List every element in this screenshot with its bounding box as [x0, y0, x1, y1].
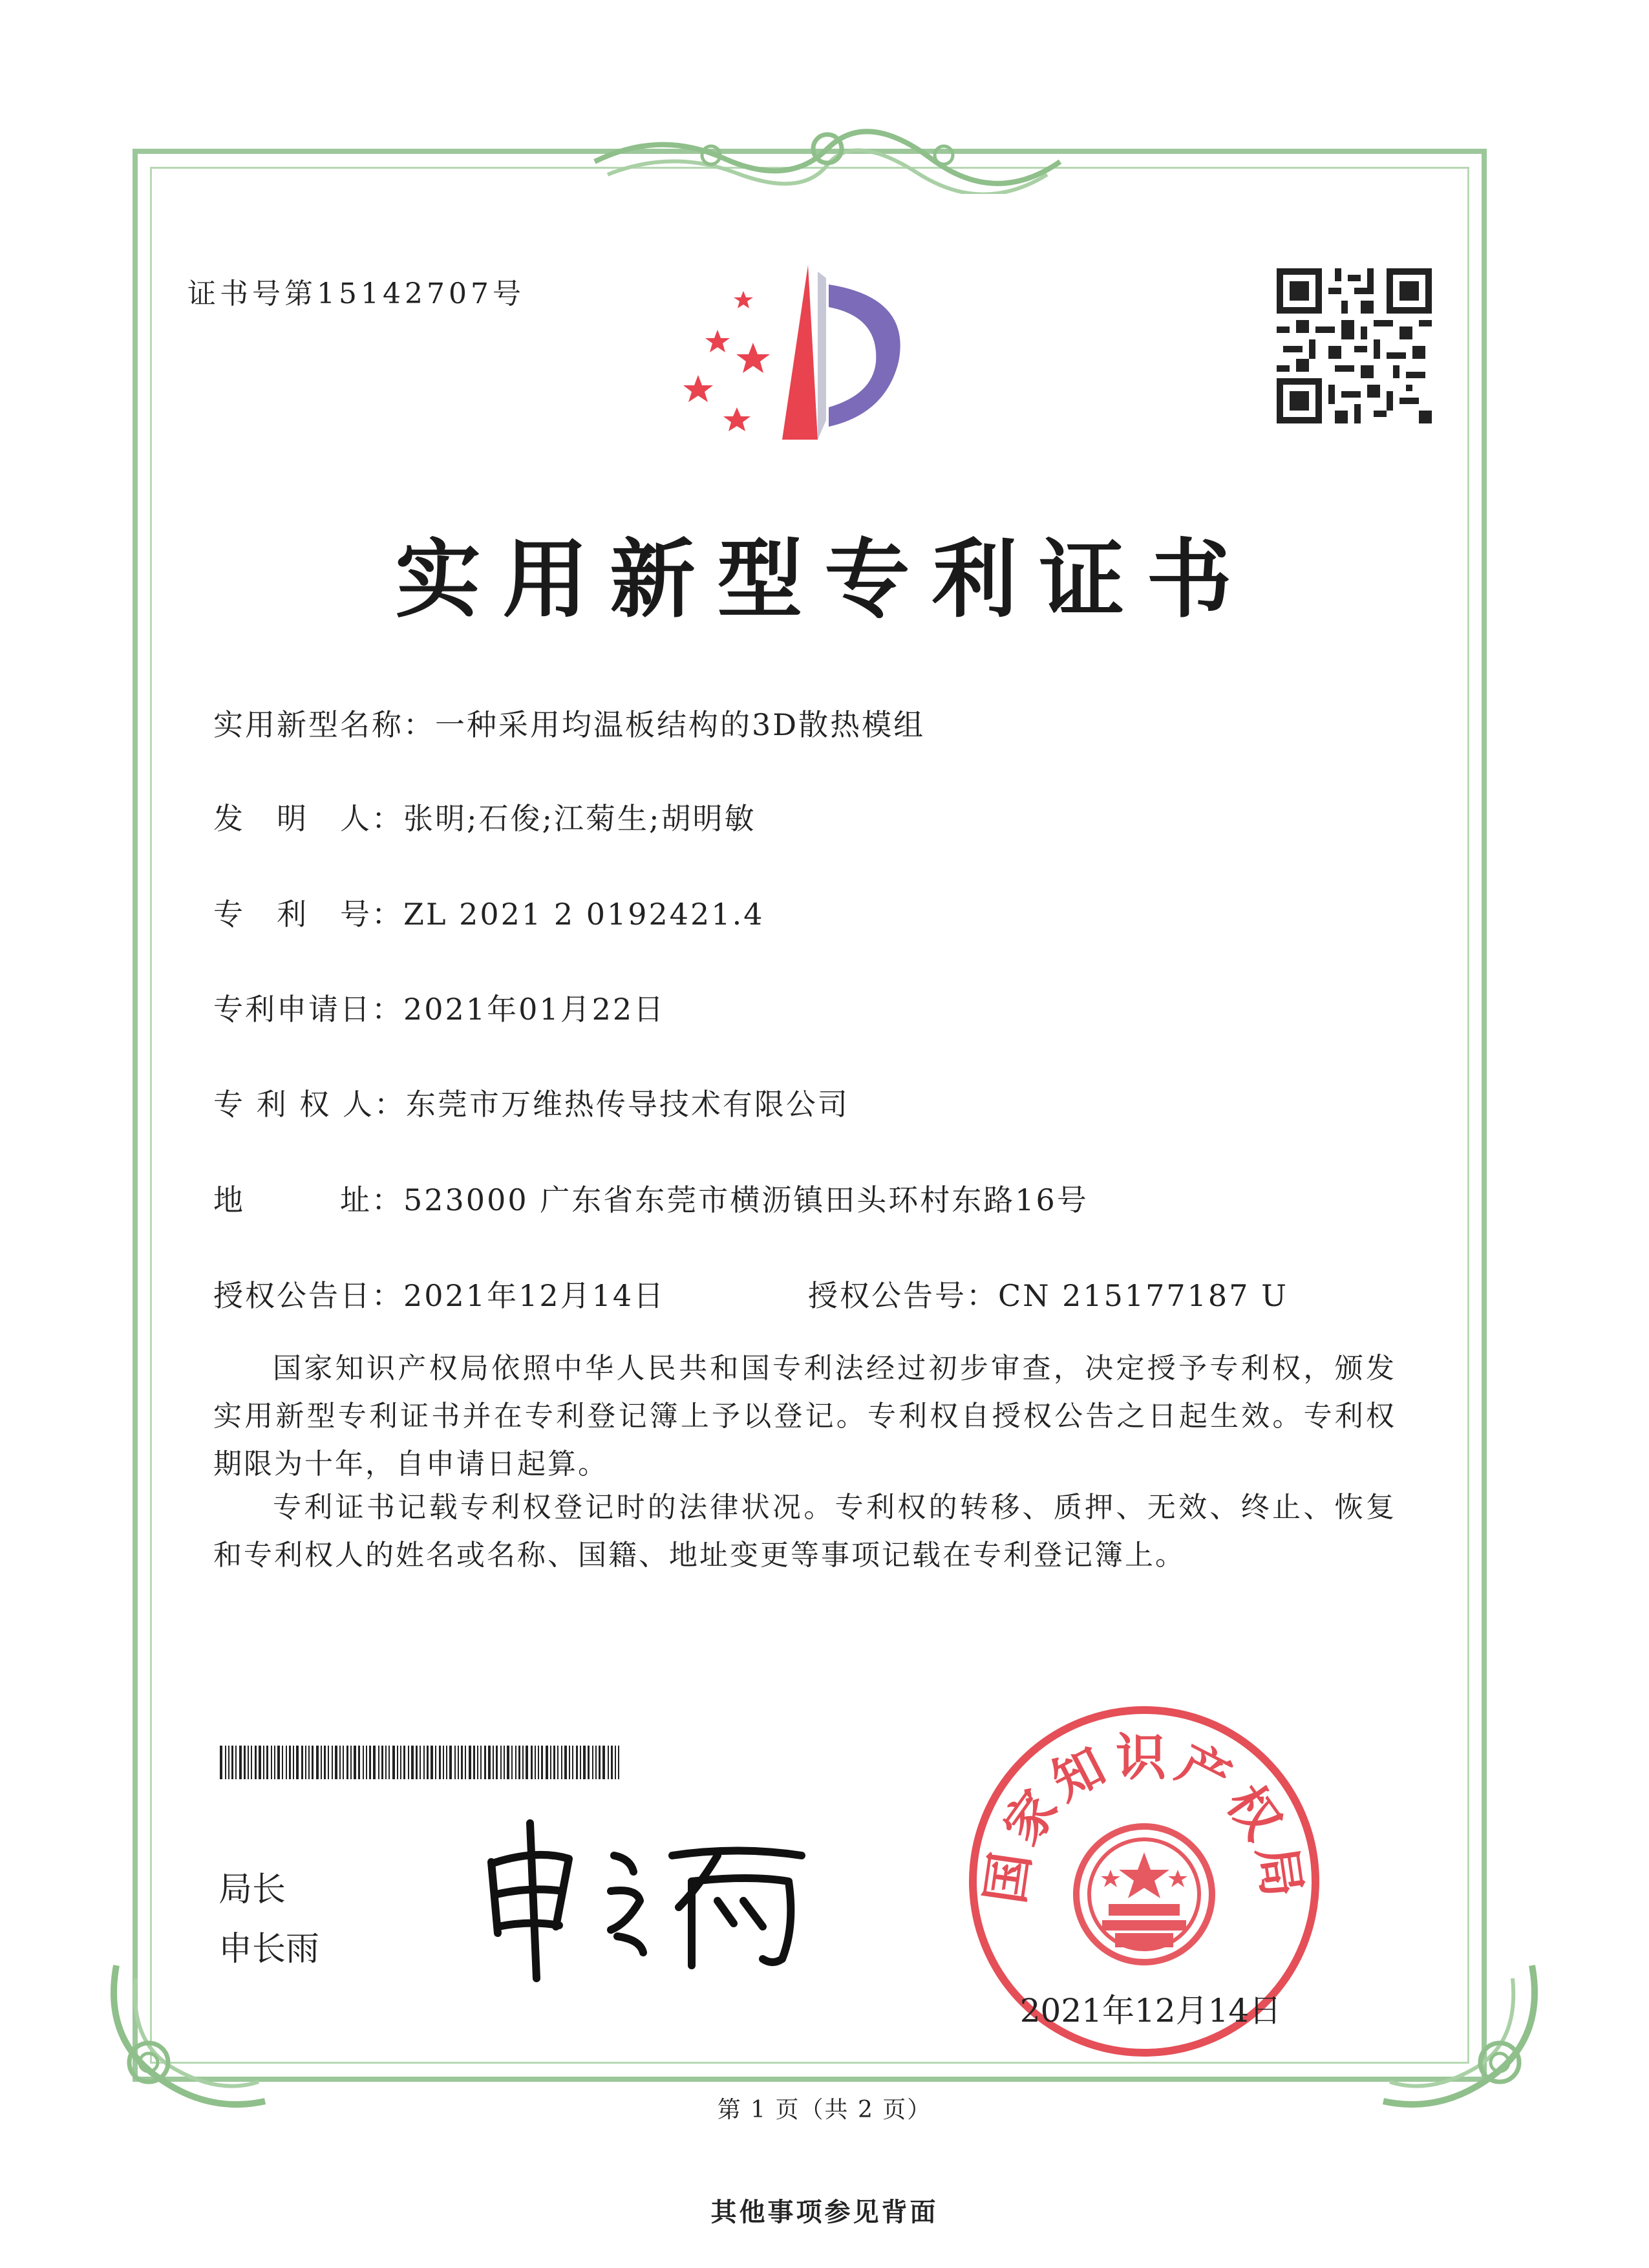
qr-code-icon [1277, 268, 1432, 423]
utility-model-name-value: 一种采用均温板结构的3D散热模组 [435, 707, 926, 742]
director-name: 申长雨 [218, 1930, 320, 1969]
application-date-value: 2021年01月22日 [403, 992, 666, 1027]
legal-paragraph-1: 国家知识产权局依照中华人民共和国专利法经过初步审查，决定授予专利权，颁发实用新型专利证书并在专利登记簿上予以登记。专利权自授权公告之日起生效。专利权期限为十年，自申请日起算。 [213, 1352, 1396, 1481]
inventor-value: 张明;石俊;江菊生;胡明敏 [403, 801, 756, 836]
utility-model-name-label: 实用新型名称： [213, 707, 435, 742]
page-number: 第 1 页（共 2 页） [717, 2097, 932, 2123]
barcode-icon [220, 1746, 621, 1779]
grant-number-row [808, 1272, 1288, 1315]
certificate-number: 证书号第15142707号 [187, 277, 525, 310]
patent-number-value: ZL 2021 2 0192421.4 [403, 897, 765, 932]
application-date-row [213, 986, 665, 1029]
top-ornament [582, 123, 1073, 194]
address-label: 地 址： [213, 1182, 403, 1217]
national-emblem-icon [1076, 1826, 1212, 1962]
handwritten-signature [478, 1810, 814, 1985]
patent-number-row [213, 891, 764, 934]
seal-text: 国家知识产权局 [976, 1729, 1312, 1907]
address-row [213, 1177, 1089, 1219]
grant-number-value: CN 215177187 U [998, 1278, 1288, 1313]
application-date-label: 专利申请日： [213, 992, 403, 1027]
inventor-label: 发 明 人： [213, 801, 403, 836]
grant-date-row [213, 1272, 665, 1315]
grant-date-label: 授权公告日： [213, 1278, 403, 1313]
certificate-title: 实用新型专利证书 [395, 530, 1254, 630]
patent-office-logo-icon [679, 259, 950, 453]
address-value: 523000 广东省东莞市横沥镇田头环村东路16号 [403, 1182, 1089, 1217]
legal-paragraph-2: 专利证书记载专利权登记时的法律状况。专利权的转移、质押、无效、终止、恢复和专利权人的姓名或名称、国籍、地址变更等事项记载在专利登记簿上。 [213, 1491, 1396, 1572]
patent-number-label: 专 利 号： [213, 897, 403, 932]
patentee-value: 东莞市万维热传导技术有限公司 [405, 1087, 849, 1122]
seal-date: 2021年12月14日 [1019, 1992, 1282, 2029]
patentee-row [213, 1081, 849, 1124]
utility-model-name-row [213, 701, 925, 744]
inventor-row [213, 795, 756, 838]
director-title: 局长 [218, 1870, 286, 1909]
patentee-label: 专 利 权 人： [213, 1087, 406, 1122]
grant-number-label: 授权公告号： [808, 1278, 998, 1313]
footer-note: 其他事项参见背面 [710, 2197, 939, 2227]
grant-date-value: 2021年12月14日 [403, 1278, 666, 1313]
